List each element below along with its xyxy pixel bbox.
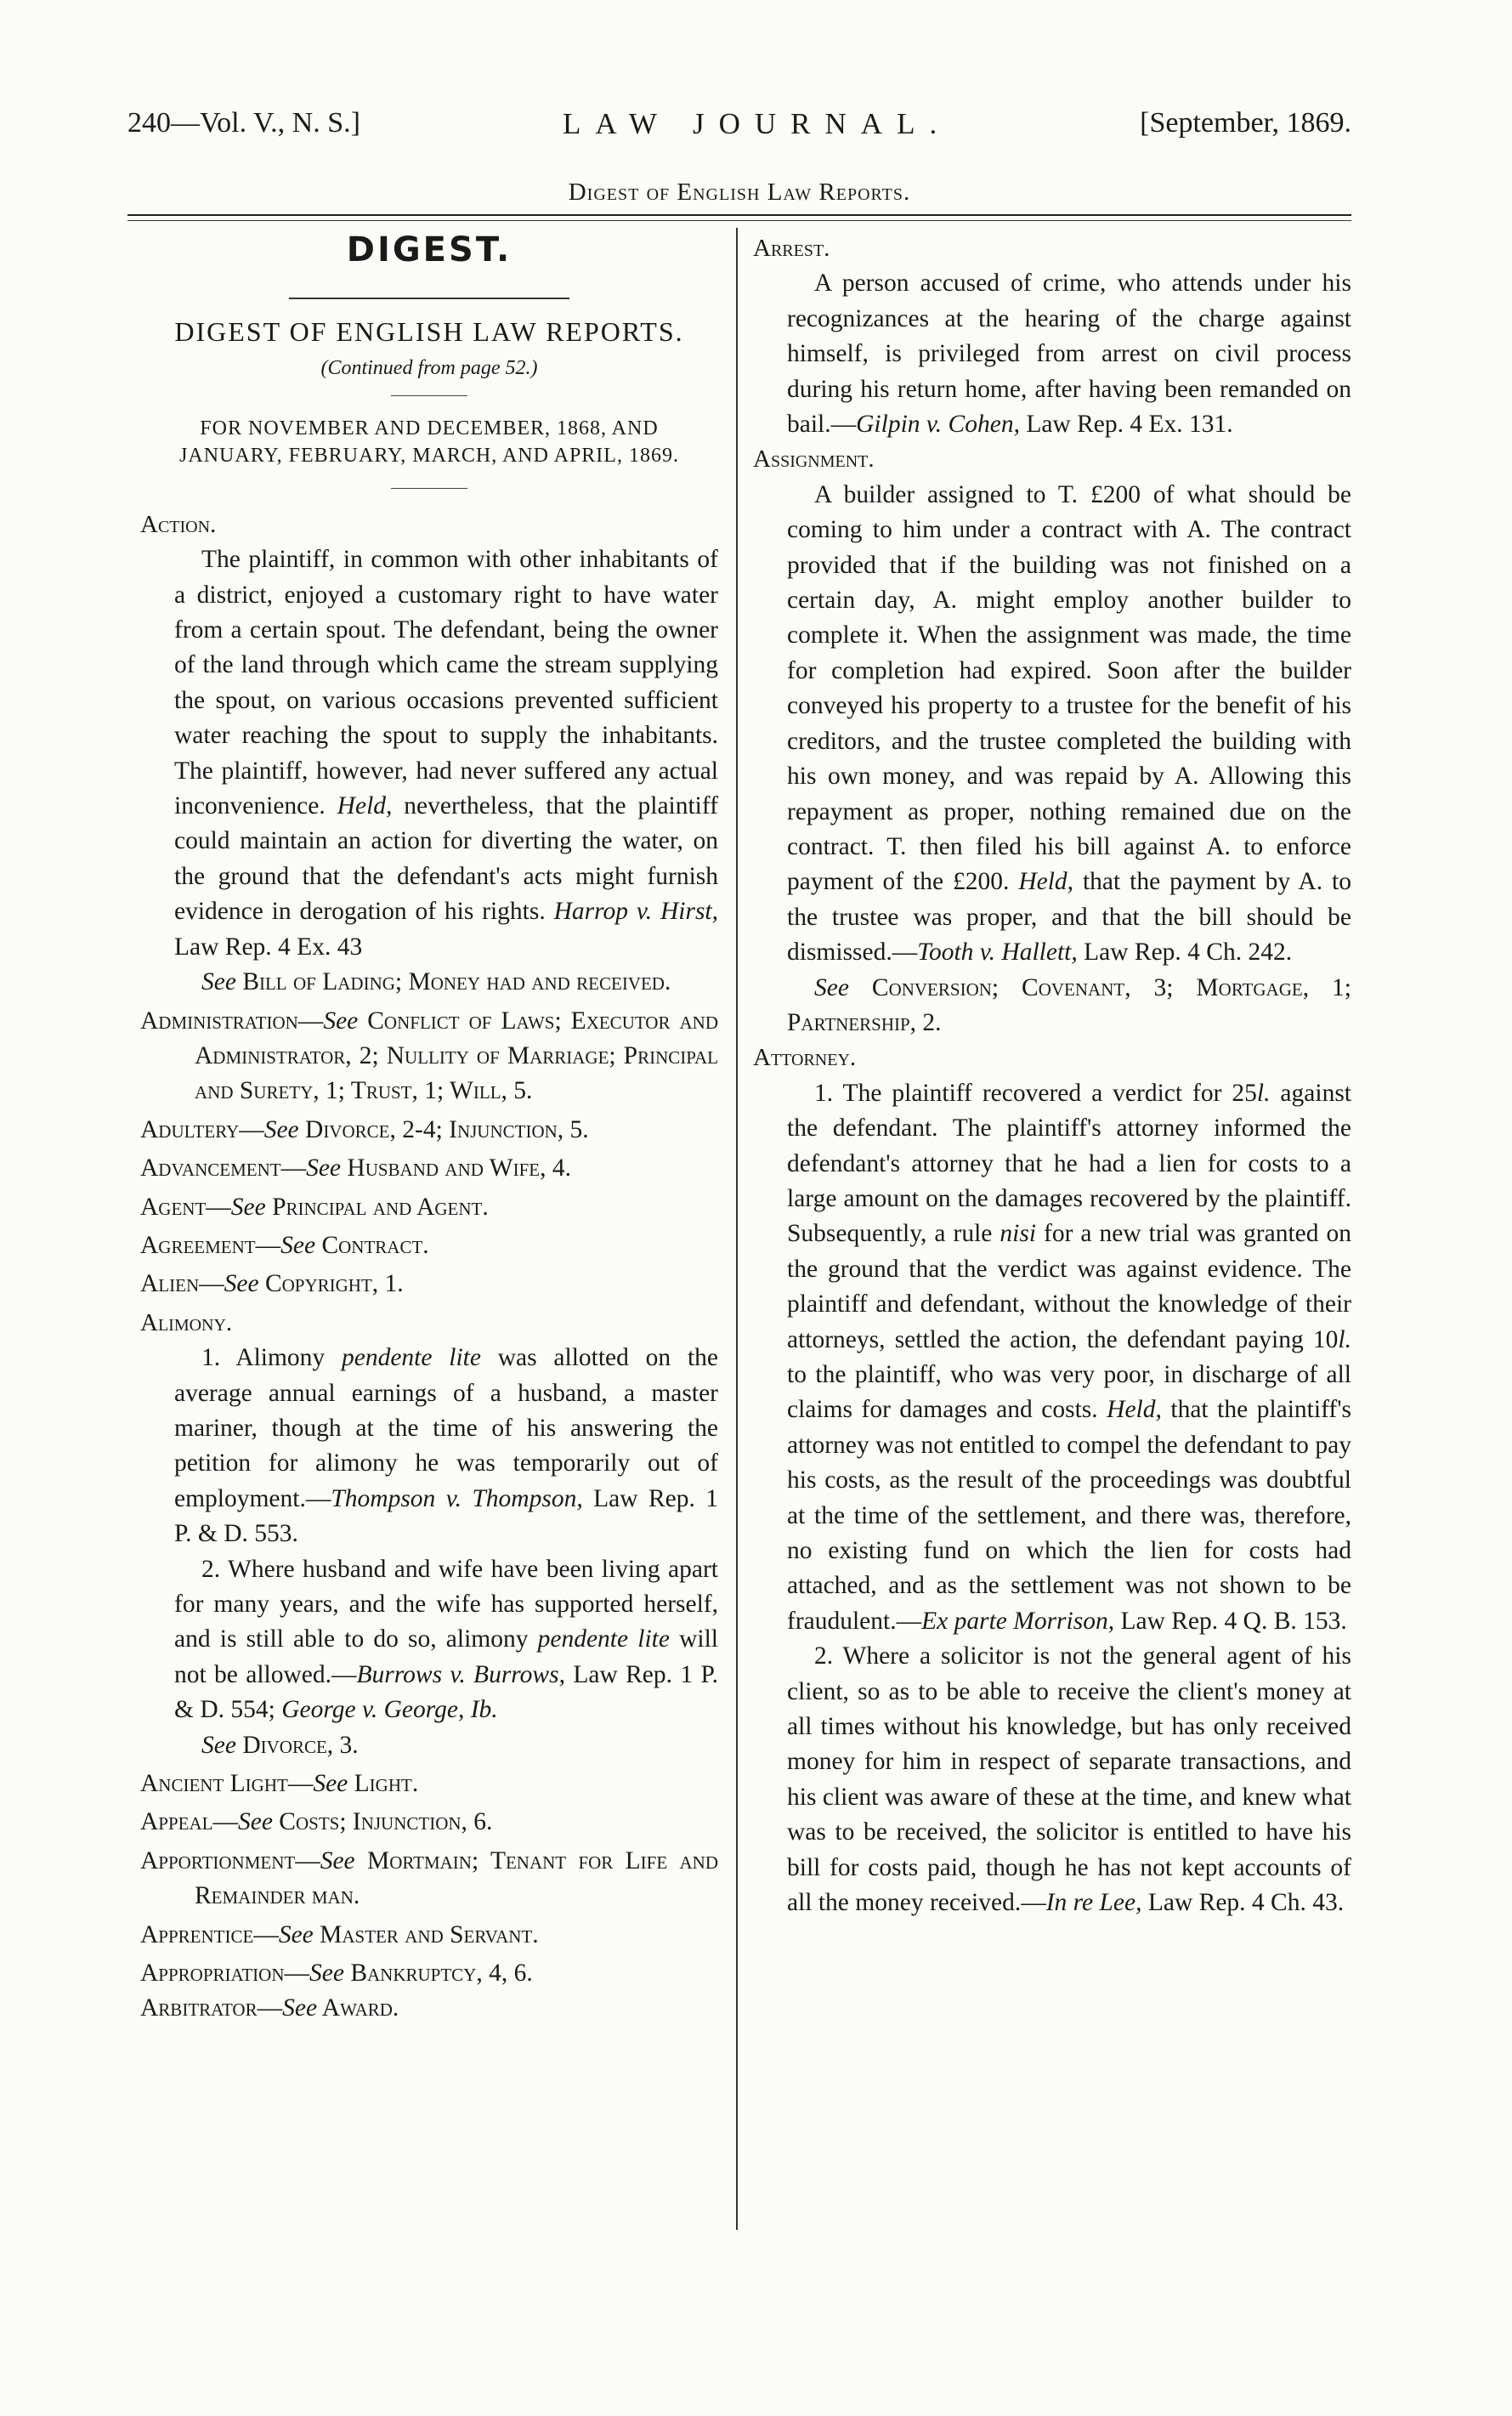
short-rule: [391, 395, 467, 396]
entry-assignment: A builder assigned to T. £200 of what should be coming to him under a contract with A. The contract provided that if the building was not finished on a certain day, A. might employ another builder to complete it. When the assignment was made, the time for completion had expired. Soon after the builder conveyed his property to a trustee for the benefit of his creditors, and the trustee completed the building with his own money, and was repaid by A. Allowing this repayment as proper, nothing remained due on the contract. T. then filed his bill against A. to enforce payment of the £200. Held, that the payment by A. to the trustee was proper, and that the bill should be dismissed.—Tooth v. Hallett, Law Rep. 4 Ch. 242.: [787, 480, 1351, 967]
entry-attorney-1: 1. The plaintiff recovered a verdict for 25l. against the defendant. The plaintiff's attorney informed the defendant's attorney that he had a lien for costs to a large amount on the damages recovered by the plaintiff. Subsequently, a rule nisi for a new trial was granted on the ground that the verdict was against evidence. The plaintiff and defendant, without the knowledge of their attorneys, settled the action, the defendant paying 10l. to the plaintiff, who was very poor, in discharge of all claims for damages and costs. Held, that the plaintiff's attorney was not entitled to compel the defendant to pay his costs, as the result of the proceedings was doubtful at the time of the settlement, and there was, therefore, no existing fund on which the lien for costs had attached, and as the settlement was not shown to be fraudulent.—Ex parte Morrison, Law Rep. 4 Q. B. 153.: [787, 1079, 1351, 1635]
entry-adultery: Adultery—See Divorce, 2-4; Injunction, 5.: [140, 1115, 589, 1143]
entry-appropriation: Appropriation—See Bankruptcy, 4, 6.: [140, 1959, 533, 1988]
short-rule-2: [391, 488, 467, 489]
entry-alimony-2: 2. Where husband and wife have been living apart for many years, and the wife has supported herself, and is still able to do so, alimony pendente lite will not be allowed.—Burrows v. Burrows, Law Rep. 1 P. & D. 554; George v. George, Ib.: [174, 1555, 718, 1724]
entry-advancement: Advancement—See Husband and Wife, 4.: [140, 1154, 571, 1182]
see-also-action: See Bill of Lading; Money had and received.: [201, 968, 671, 996]
main-title: DIGEST OF ENGLISH LAW REPORTS.: [174, 316, 684, 347]
entry-action: The plaintiff, in common with other inhabitants of a district, enjoyed a customary right to have water from a certain spout. The defendant, being the owner of the land through which came the stream supplying the spout, on various occasions prevented sufficient water reaching the spout to supply the inhabitants. The plaintiff, however, had never suffered any actual inconvenience. Held, nevertheless, that the plaintiff could maintain an action for diverting the water, on the ground that the defendant's acts might furnish evidence in derogation of his rights. Harrop v. Hirst, Law Rep. 4 Ex. 43: [174, 546, 718, 961]
entry-alimony-1: 1. Alimony pendente lite was allotted on the average annual earnings of a husband, a master mariner, though at the time of his answering the petition for alimony he was temporarily out of employment.—Thompson v. Thompson, Law Rep. 1 P. & D. 553.: [174, 1344, 718, 1548]
digest-title: DIGEST.: [346, 230, 512, 269]
issue-date: [September, 1869.: [1140, 107, 1351, 139]
entry-head-action: Action.: [140, 510, 217, 538]
entry-ancient-light: Ancient Light—See Light.: [140, 1770, 419, 1798]
entry-apprentice: Apprentice—See Master and Servant.: [140, 1920, 539, 1948]
entry-head-arrest: Arrest.: [753, 235, 830, 262]
entry-apportionment: Apportionment—See Mortmain; Tenant for Life and Remainder man.: [140, 1846, 718, 1910]
section-subheading: Digest of English Law Reports.: [568, 179, 911, 206]
page-volume: 240—Vol. V., N. S.]: [127, 107, 360, 139]
entry-head-alimony: Alimony.: [140, 1308, 233, 1336]
header-rule-thin: [127, 220, 1351, 221]
running-header: [127, 107, 1351, 153]
entry-alien: Alien—See Copyright, 1.: [140, 1270, 404, 1298]
right-column: [753, 231, 1351, 1921]
header-rule: [127, 214, 1351, 216]
journal-title: LAW JOURNAL.: [563, 107, 952, 140]
entry-arbitrator: Arbitrator—See Award.: [140, 1994, 399, 2022]
column-divider: [736, 228, 738, 2230]
left-column: [140, 231, 718, 2027]
entry-attorney-2: 2. Where a solicitor is not the general agent of his client, so as to be able to receive the client's money at all times without his knowledge, but has only received money for him in respect of separate transactions, and his client was aware of these at the time, and knew what was to be received, the solicitor is entitled to have his bill for costs paid, though he has not kept accounts of all the money received.—In re Lee, Law Rep. 4 Ch. 43.: [787, 1642, 1351, 1917]
entry-agent: Agent—See Principal and Agent.: [140, 1193, 489, 1221]
continued-note: (Continued from page 52.): [320, 357, 538, 380]
see-also-assignment: See Conversion; Covenant, 3; Mortgage, 1; Partnership, 2.: [787, 973, 1351, 1036]
see-also-alimony: See Divorce, 3.: [201, 1731, 359, 1759]
entry-appeal: Appeal—See Costs; Injunction, 6.: [140, 1808, 493, 1836]
entry-arrest: A person accused of crime, who attends under his recognizances at the hearing of the charge against himself, is privileged from arrest on civil process during his return home, after having been remanded on bail.—Gilpin v. Cohen, Law Rep. 4 Ex. 131.: [787, 269, 1351, 439]
entry-head-assignment: Assignment.: [753, 445, 875, 474]
entry-head-attorney: Attorney.: [753, 1044, 857, 1072]
period-line: FOR NOVEMBER AND DECEMBER, 1868, AND JANUARY, FEBRUARY, MARCH, AND APRIL, 1869.: [179, 417, 679, 467]
entry-agreement: Agreement—See Contract.: [140, 1231, 429, 1259]
title-rule: [289, 298, 569, 299]
entry-administration: Administration—See Conflict of Laws; Executor and Administrator, 2; Nullity of Marriage; Principal and Surety, 1; Trust, 1; Will, 5.: [140, 1007, 718, 1105]
